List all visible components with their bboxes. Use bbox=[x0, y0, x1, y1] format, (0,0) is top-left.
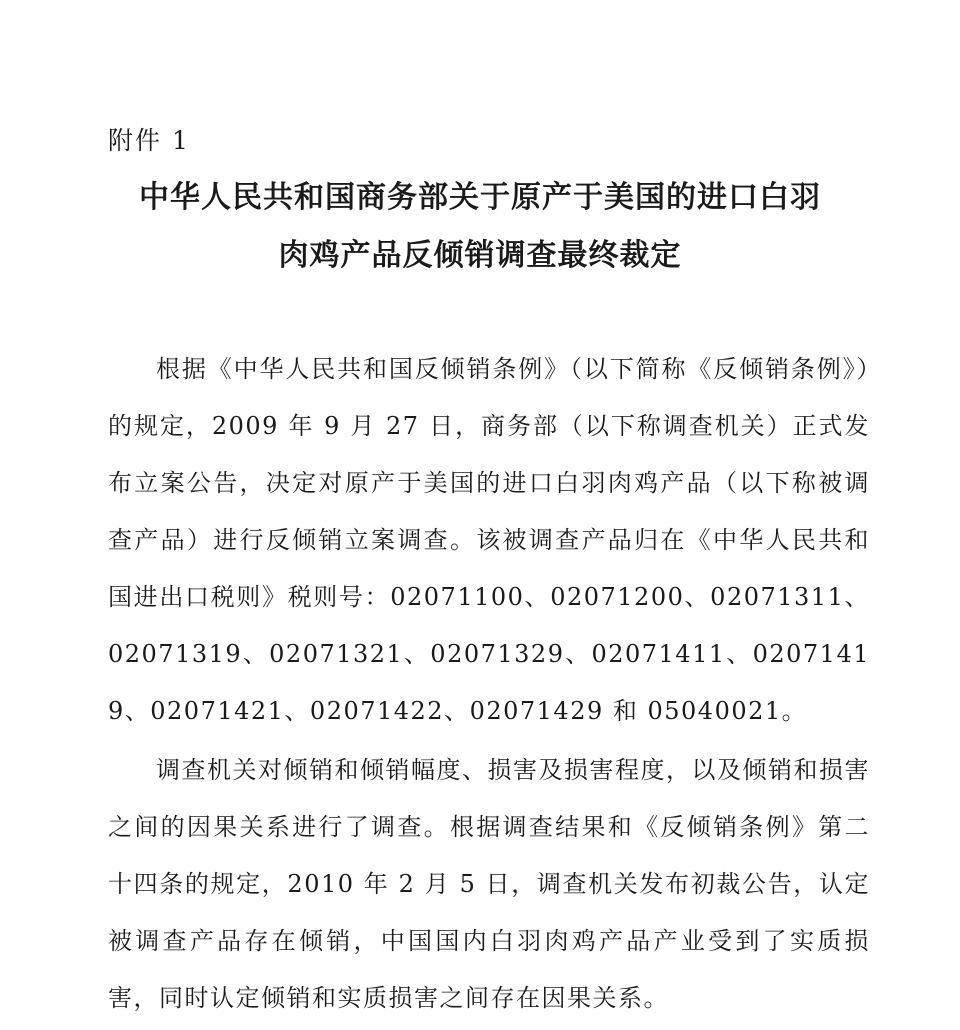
body-paragraph-2: 调查机关对倾销和倾销幅度、损害及损害程度，以及倾销和损害之间的因果关系进行了调查。根据调查结果和《反倾销条例》第二十四条的规定，2010 年 2 月 5 日，调查机关发布初裁公告，认定被调查产品存在倾销，中国国内白羽肉鸡产品产业受到了实质损害，同时认定倾销和实质损害之间存在因果关系。 bbox=[108, 756, 870, 1012]
body-paragraph-1: 根据《中华人民共和国反倾销条例》（以下简称《反倾销条例》）的规定，2009 年 9 月 27 日，商务部（以下称调查机关）正式发布立案公告，决定对原产于美国的进口白羽肉鸡产品（以下称被调查产品）进行反倾销立案调查。该被调查产品归在《中华人民共和国进出口税则》税则号：02071100、02071200、02071311、02071319、02071321、02071329、02071411、02071419、02071421、02071422、02071429 和 05040021。 bbox=[108, 355, 870, 725]
attachment-label: 附件 1 bbox=[108, 126, 190, 155]
document-title-line-2: 肉鸡产品反倾销调查最终裁定 bbox=[278, 238, 682, 273]
document-title-line-1: 中华人民共和国商务部关于原产于美国的进口白羽 bbox=[139, 180, 821, 215]
